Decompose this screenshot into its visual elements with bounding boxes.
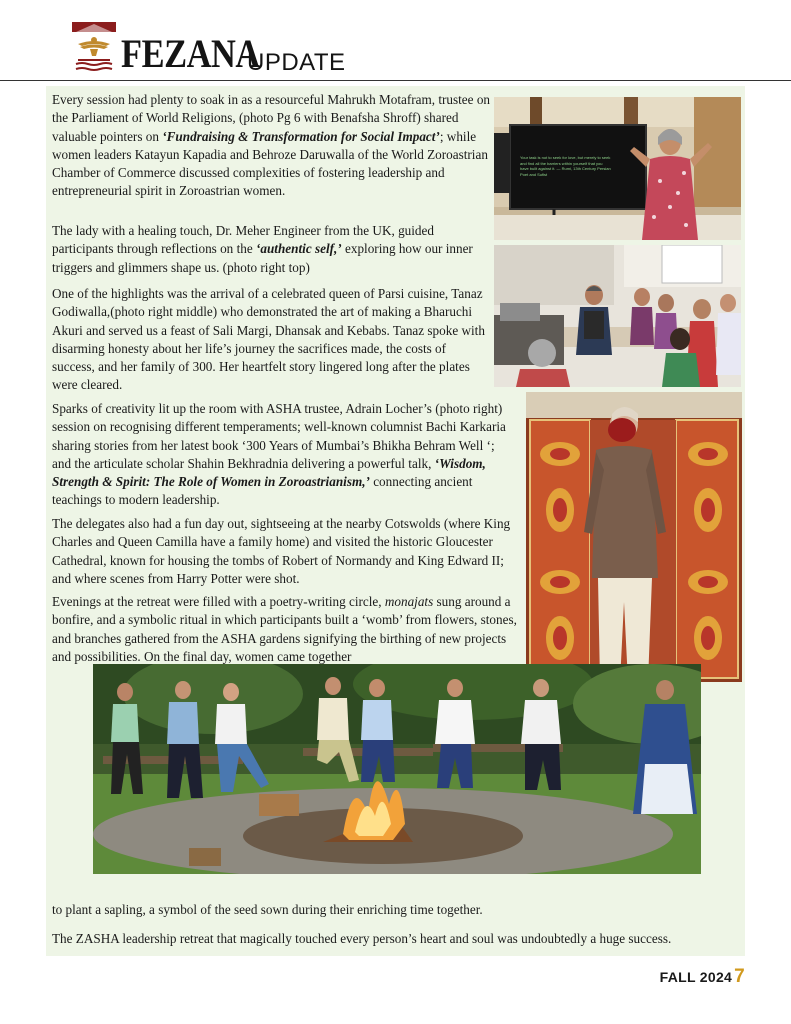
paragraph-6 bbox=[52, 593, 524, 666]
paragraph-2-emphasis: ‘authentic self,’ bbox=[255, 241, 342, 257]
paragraph-3: One of the highlights was the arrival of a celebrated queen of Parsi cuisine, Tanaz Godiwalla,(photo right middle) who demonstrated the art of making a Bharuchi Akuri and served us a feast of Sali Margi, Dhansak and Kebabs. Tanaz spoke with disarming honesty about her life’s journey the sacrifices made, the costs of success, and her family of 300. Her heartfelt story lingered long after the plates were cleared. bbox=[52, 286, 485, 393]
paragraph-6-emphasis: monajats bbox=[384, 594, 434, 609]
facilitator-photo-image bbox=[526, 392, 742, 682]
paragraph-4-text-b: connecting ancient teachings to modern leadership. bbox=[52, 474, 473, 508]
paragraph-1-text-b: ; while women leaders Katayun Kapadia and Behroze Daruwalla of the World Zoroastrian Chamber of Commerce discussed complexities of fostering leadership and entrepreneurial spirit in Zoroastrian women. bbox=[52, 128, 488, 199]
photo-speaker-presentation bbox=[494, 97, 741, 240]
cooking-photo-image bbox=[494, 245, 741, 387]
paragraph-1-emphasis: ‘Fundraising & Transformation for Social Impact’ bbox=[162, 128, 440, 144]
paragraph-4-emphasis: ‘Wisdom, Strength & Spirit: The Role of Women in Zoroastrianism,’ bbox=[52, 455, 486, 490]
paragraph-2-text-a: The lady with a healing touch, Dr. Meher Engineer from the UK, guided participants through reflections on the bbox=[52, 223, 434, 257]
photo-cooking-demo bbox=[494, 245, 741, 387]
paragraph-2 bbox=[52, 222, 490, 277]
paragraph-4 bbox=[52, 400, 514, 510]
paragraph-4-text-a: Sparks of creativity lit up the room with ASHA trustee, Adrain Locher’s (photo right) session on recognising different temperaments; well-known columnist Bachi Karkaria sharing stories from her latest book ‘300 Years of Mumbai’s Bhikha Behram Well ‘; and the articulate scholar Shahin Bekhradnia delivering a powerful talk, bbox=[52, 401, 506, 471]
page-number: 7 bbox=[734, 966, 745, 987]
header-divider bbox=[0, 80, 791, 81]
paragraph-5: The delegates also had a fun day out, sightseeing at the nearby Cotswolds (where King Charles and Queen Camilla have a family home) and visited the historic Gloucester Cathedral, known for housing the tombs of Robert of Normandy and King Edward II; and where scenes from Harry Potter were shot. bbox=[52, 516, 511, 586]
screen-quote-text: Your task is not to seek for love, but merely to seek and find all the barriers within yourself that you have built against it. — Rumi, 13th Century Persian Poet and Sufist bbox=[520, 155, 611, 177]
fezana-logo-icon bbox=[72, 22, 116, 76]
paragraph-6-text-b: sung around a bonfire, and a symbolic ritual in which participants built a ‘womb’ from flowers, stones, and branches gathered from the ASHA gardens signifying the birthing of new projects and possibilities. On the final day, women came together bbox=[52, 594, 517, 664]
masthead-subtitle: UPDATE bbox=[247, 49, 346, 76]
bonfire-photo-image bbox=[93, 664, 701, 874]
paragraph-8: The ZASHA leadership retreat that magically touched every person’s heart and soul was undoubtedly a huge success. bbox=[52, 931, 672, 946]
paragraph-7: to plant a sapling, a symbol of the seed sown during their enriching time together. bbox=[52, 902, 483, 917]
photo-bonfire-circle bbox=[93, 664, 701, 874]
issue-label: FALL 2024 bbox=[659, 969, 733, 985]
page-header bbox=[0, 0, 791, 82]
paragraph-1 bbox=[52, 91, 490, 201]
masthead-title: FEZANA bbox=[121, 31, 260, 76]
paragraph-6-text-a: Evenings at the retreat were filled with a poetry-writing circle, bbox=[52, 594, 385, 609]
page-footer bbox=[660, 966, 745, 988]
paragraph-1-text-a: Every session had plenty to soak in as a resourceful Mahrukh Motafram, trustee on the Parliament of World Religions, (photo Pg 6 with Benafsha Shroff) shared valuable pointers on bbox=[52, 92, 491, 144]
photo-facilitator-mask bbox=[526, 392, 742, 682]
paragraph-2-text-b: exploring how our inner triggers and glimmers shape us. (photo right top) bbox=[52, 241, 473, 275]
